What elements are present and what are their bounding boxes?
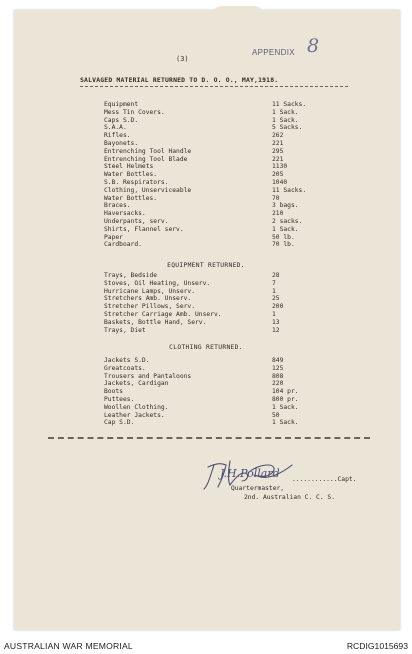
item-name: Water Bottles.	[104, 171, 158, 179]
item-name: S.A.A.	[104, 124, 127, 132]
item-name: Stretchers Amb. Unserv.	[104, 295, 192, 303]
item-quantity: 221	[272, 139, 284, 147]
rank-line: ............Capt.	[292, 476, 357, 483]
item-name: Clothing, Unserviceable	[104, 186, 192, 194]
list-item	[104, 132, 310, 140]
item-quantity: 104 pr.	[272, 388, 299, 396]
list-item	[104, 218, 310, 226]
item-name: Leather Jackets.	[104, 411, 165, 419]
item-name: Entrenching Tool Handle	[104, 147, 192, 155]
list-item	[104, 295, 310, 303]
item-quantity: 1130	[272, 163, 288, 171]
item-quantity: 1 Sack.	[272, 419, 299, 427]
item-quantity: 221	[272, 155, 284, 163]
document-title: SALVAGED MATERIAL RETURNED TO D. O. O., MAY,1918.	[80, 76, 279, 84]
item-quantity: 28	[272, 272, 280, 279]
item-quantity: 295	[272, 147, 284, 155]
list-item	[104, 396, 310, 404]
item-quantity: 11 Sacks.	[272, 186, 307, 194]
item-quantity: 11 Sacks.	[272, 101, 307, 108]
signatory-unit: 2nd. Australian C. C. S.	[244, 494, 335, 501]
item-quantity: 849	[272, 357, 284, 364]
list-item	[104, 163, 310, 171]
item-quantity: 1 Sack.	[272, 116, 299, 124]
list-item	[104, 380, 310, 388]
item-name: Trays, Diet	[104, 326, 146, 334]
list-item	[104, 357, 310, 365]
item-name: Haversacks.	[104, 210, 146, 218]
list-item	[104, 109, 310, 117]
item-name: Baskets, Bottle Hand, Serv.	[104, 318, 207, 326]
appendix-stamp: APPENDIX	[252, 48, 295, 57]
item-quantity: 25	[272, 295, 280, 303]
footer-record-id: RCDIG1015693	[346, 641, 408, 651]
item-name: Stretcher Carriage Amb. Unserv.	[104, 310, 222, 318]
item-quantity: 70	[272, 194, 280, 202]
title-underline	[80, 86, 348, 87]
item-name: Jackets S.D.	[104, 357, 150, 364]
signature-name: J.H.Pollard	[220, 467, 280, 480]
list-item	[104, 303, 310, 311]
list-item	[104, 365, 310, 373]
list-item	[104, 148, 310, 156]
list-item	[104, 226, 310, 234]
item-quantity: 1 Sack.	[272, 225, 299, 233]
item-name: Underpants, serv.	[104, 217, 169, 225]
signatory-role: Quartermaster,	[231, 485, 285, 492]
item-name: Equipment	[104, 101, 139, 108]
item-quantity: 200	[272, 303, 284, 311]
item-quantity: 125	[272, 364, 284, 372]
item-name: S.B. Respirators.	[104, 178, 169, 186]
list-item	[104, 288, 310, 296]
item-quantity: 1 Sack.	[272, 108, 299, 116]
salvaged-material-list	[104, 101, 310, 249]
item-name: Cardboard.	[104, 241, 142, 249]
item-quantity: 800 pr.	[272, 395, 299, 403]
item-quantity: 5 Sacks.	[272, 124, 303, 132]
item-name: Greatcoats.	[104, 364, 146, 372]
item-name: Jackets, Cardigan	[104, 380, 169, 388]
item-name: Stoves, Oil Heating, Unserv.	[104, 279, 211, 287]
list-item	[104, 272, 310, 280]
item-name: Entrenching Tool Blade	[104, 155, 188, 163]
list-item	[104, 117, 310, 125]
item-quantity: 50 lb.	[272, 233, 295, 241]
list-item	[104, 419, 310, 427]
sheet-tab	[212, 6, 264, 20]
item-quantity: 1	[272, 287, 276, 295]
list-item	[104, 171, 310, 179]
item-quantity: 1 Sack.	[272, 403, 299, 411]
list-item	[104, 319, 310, 327]
item-name: Paper	[104, 233, 123, 241]
item-name: Mess Tin Covers.	[104, 108, 165, 116]
item-quantity: 50	[272, 411, 280, 419]
appendix-handwritten-number: 8	[307, 35, 320, 57]
clothing-returned-heading: CLOTHING RETURNED.	[169, 344, 243, 351]
list-item	[104, 202, 310, 210]
item-quantity: 13	[272, 318, 280, 326]
item-name: Shirts, Flannel serv.	[104, 225, 184, 233]
list-item	[104, 140, 310, 148]
item-name: Water Bottles.	[104, 194, 158, 202]
item-quantity: 808	[272, 372, 284, 380]
list-item	[104, 241, 310, 249]
section-divider	[48, 437, 370, 439]
item-quantity: 3 bags.	[272, 202, 299, 210]
item-name: Stretcher Pillows, Serv.	[104, 303, 195, 311]
item-quantity: 205	[272, 171, 284, 179]
item-quantity: 262	[272, 132, 284, 140]
item-name: Caps S.D.	[104, 116, 139, 124]
item-name: Trousers and Pantaloons	[104, 372, 192, 380]
list-item	[104, 195, 310, 203]
list-item	[104, 234, 310, 242]
list-item	[104, 373, 310, 381]
signature-block	[200, 455, 370, 505]
item-name: Hurricane Lamps, Unserv.	[104, 287, 195, 295]
list-item	[104, 156, 310, 164]
list-item	[104, 124, 310, 132]
list-item	[104, 179, 310, 187]
page-number: (3)	[176, 55, 189, 63]
item-name: Braces.	[104, 202, 131, 210]
item-quantity: 12	[272, 326, 280, 334]
clothing-returned-list	[104, 357, 310, 427]
item-quantity: 220	[272, 380, 284, 388]
item-name: Boots	[104, 388, 123, 396]
item-name: Woollen Clothing.	[104, 403, 169, 411]
list-item	[104, 412, 310, 420]
item-name: Steel Helmets	[104, 163, 154, 171]
item-quantity: 7	[272, 279, 276, 287]
list-item	[104, 327, 310, 335]
item-name: Trays, Bedside	[104, 272, 158, 279]
equipment-returned-heading: EQUIPMENT RETURNED.	[167, 262, 245, 269]
item-name: Bayonets.	[104, 139, 139, 147]
item-name: Cap S.D.	[104, 419, 135, 427]
item-quantity: 210	[272, 210, 284, 218]
item-quantity: 70 lb.	[272, 241, 295, 249]
equipment-returned-list	[104, 272, 310, 334]
list-item	[104, 280, 310, 288]
list-item	[104, 404, 310, 412]
list-item	[104, 187, 310, 195]
list-item	[104, 388, 310, 396]
item-name: Rifles.	[104, 132, 131, 140]
item-quantity: 2 sacks.	[272, 217, 303, 225]
list-item	[104, 101, 310, 109]
list-item	[104, 210, 310, 218]
list-item	[104, 311, 310, 319]
item-name: Puttees.	[104, 395, 135, 403]
item-quantity: 1040	[272, 178, 288, 186]
item-quantity: 1	[272, 310, 276, 318]
footer-institution: AUSTRALIAN WAR MEMORIAL	[4, 641, 133, 651]
